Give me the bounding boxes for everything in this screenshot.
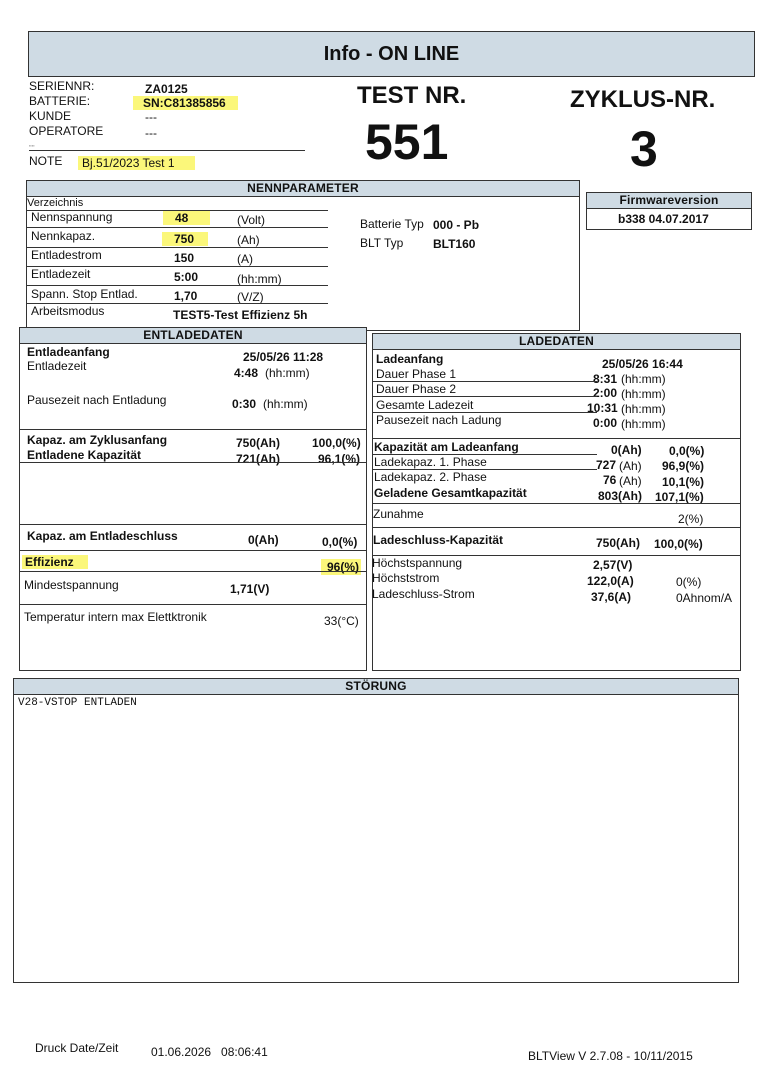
verzeichnis-label: Verzeichnis — [27, 197, 84, 209]
entlade-row-line — [20, 524, 366, 525]
lade-row-line — [373, 503, 740, 504]
kap-entladeschluss-value: 0(Ah) — [248, 533, 279, 547]
nennkapaz-value — [162, 232, 208, 246]
batterie-typ-value: 000 - Pb — [433, 218, 480, 232]
ladedaten-title: LADEDATEN — [373, 334, 740, 350]
kap-ladeanfang-label: Kapazität am Ladeanfang — [374, 440, 519, 454]
cycle-number: 3 — [630, 121, 658, 177]
battery-value — [133, 96, 238, 110]
operator-value: --- — [145, 126, 157, 140]
effizienz-label — [22, 555, 88, 569]
mindestspannung-value: 1,71(V) — [230, 582, 270, 596]
nennkapaz-label: Nennkapaz. — [31, 229, 96, 243]
ladeschluss-kap-value: 750(Ah) — [596, 536, 641, 550]
customer-value: --- — [145, 110, 157, 124]
kap-ladeanfang-value: 0(Ah) — [611, 443, 642, 457]
geladene-gesamt-label: Geladene Gesamtkapazität — [374, 486, 527, 500]
ladeschluss-strom-label: Ladeschluss-Strom — [372, 587, 475, 601]
dauer-phase2-value: 2:00 — [593, 386, 618, 400]
dauer-phase2-unit: (hh:mm) — [621, 387, 666, 401]
stoerung-text: V28-VSTOP ENTLADEN — [18, 697, 137, 709]
blt-typ-label: BLT Typ — [360, 236, 404, 250]
nennspannung-unit: (Volt) — [237, 213, 266, 227]
firmware-panel — [586, 192, 752, 230]
test-label: TEST NR. — [357, 82, 467, 109]
blt-typ-value: BLT160 — [433, 237, 476, 251]
kap-entladen-label: Entladene Kapazität — [27, 448, 142, 462]
ladekapaz1-unit: (Ah) — [619, 459, 642, 473]
cycle-label: ZYKLUS-NR. — [570, 86, 716, 113]
pausezeit-ladung-value: 0:00 — [593, 416, 618, 430]
ladekapaz2-pct: 10,1(%) — [662, 475, 705, 489]
note-label: NOTE — [29, 154, 63, 168]
ladekapaz1-value: 727 — [596, 458, 617, 472]
geladene-gesamt-pct: 107,1(%) — [655, 490, 704, 504]
serial-value: ZA0125 — [145, 82, 188, 96]
zunahme-value: 2(%) — [678, 512, 704, 526]
entladestrom-unit: (A) — [237, 252, 253, 266]
lade-row-line — [373, 396, 597, 397]
nennspannung-value-text: 48 — [163, 211, 210, 225]
druck-label: Druck Date/Zeit — [35, 1041, 119, 1055]
kap-entladeschluss-pct: 0,0(%) — [322, 535, 358, 549]
gesamte-ladezeit-label: Gesamte Ladezeit — [376, 398, 474, 412]
entladedaten-title: ENTLADEDATEN — [20, 328, 366, 344]
geladene-gesamt-value: 803(Ah) — [598, 489, 643, 503]
kap-entladeschluss-label: Kapaz. am Entladeschluss — [27, 529, 178, 543]
pausezeit-label: Pausezeit nach Entladung — [27, 393, 167, 407]
entlade-row-line — [20, 462, 366, 463]
dauer-phase1-label: Dauer Phase 1 — [376, 367, 457, 381]
hoechstspannung-value: 2,57(V) — [593, 558, 633, 572]
entlade-divider — [20, 429, 366, 430]
entladezeit-value: 5:00 — [174, 270, 199, 284]
kap-entladen-pct: 96,1(%) — [318, 452, 361, 466]
customer-label: KUNDE — [29, 109, 72, 123]
pausezeit-unit: (hh:mm) — [263, 397, 308, 411]
pausezeit-value: 0:30 — [232, 397, 257, 411]
spann-stop-label: Spann. Stop Entlad. — [31, 287, 138, 301]
ladekapaz1-label: Ladekapaz. 1. Phase — [374, 455, 487, 469]
hoechststrom-label: Höchststrom — [372, 571, 440, 585]
entladezeit-unit-2: (hh:mm) — [265, 366, 310, 380]
ladekapaz2-label: Ladekapaz. 2. Phase — [374, 470, 487, 484]
operator-label: OPERATORE — [29, 124, 104, 138]
kap-zyklusanfang-label: Kapaz. am Zyklusanfang — [27, 433, 168, 447]
kap-zyklusanfang-value: 750(Ah) — [236, 436, 281, 450]
note-value-text: Bj.51/2023 Test 1 — [78, 156, 195, 170]
temperatur-label: Temperatur intern max Elettktronik — [24, 610, 207, 624]
firmware-title: Firmwareversion — [587, 193, 751, 209]
entladezeit-label: Entladezeit — [31, 267, 91, 281]
header-divider — [29, 150, 305, 151]
spann-stop-value: 1,70 — [174, 289, 198, 303]
pausezeit-ladung-label: Pausezeit nach Ladung — [376, 413, 502, 427]
serial-label: SERIENNR: — [29, 79, 95, 93]
pausezeit-ladung-unit: (hh:mm) — [621, 417, 666, 431]
dauer-phase2-label: Dauer Phase 2 — [376, 382, 457, 396]
test-number: 551 — [365, 114, 449, 170]
battery-label: BATTERIE: — [29, 94, 91, 108]
ladekapaz2-unit: (Ah) — [619, 474, 642, 488]
entladeanfang-value: 25/05/26 11:28 — [243, 350, 324, 364]
druck-value: 01.06.2026 08:06:41 — [151, 1045, 268, 1059]
spann-stop-unit: (V/Z) — [237, 290, 264, 304]
entladeanfang-label: Entladeanfang — [27, 345, 110, 359]
nennspannung-value — [163, 211, 210, 225]
zunahme-label: Zunahme — [373, 507, 424, 521]
arbeitsmodus-value: TEST5-Test Effizienz 5h — [173, 308, 308, 322]
entladestrom-value: 150 — [174, 251, 195, 265]
effizienz-label-text: Effizienz — [22, 555, 88, 569]
mindestspannung-label: Mindestspannung — [24, 578, 119, 592]
lade-divider — [373, 438, 740, 439]
battery-value-text: SN:C81385856 — [133, 96, 238, 110]
ladekapaz2-value: 76 — [603, 473, 617, 487]
ladeschluss-strom-unit: 0Ahnom/A — [676, 591, 733, 605]
dauer-phase1-unit: (hh:mm) — [621, 372, 666, 386]
nennkapaz-unit: (Ah) — [237, 233, 260, 247]
entladezeit-value-2: 4:48 — [234, 366, 259, 380]
gesamte-ladezeit-value: 10:31 — [587, 401, 618, 415]
nennkapaz-value-text: 750 — [162, 232, 208, 246]
hoechstspannung-label: Höchstspannung — [372, 556, 463, 570]
entlade-row-line — [20, 571, 366, 572]
title-bar — [28, 31, 755, 77]
entladestrom-label: Entladestrom — [31, 248, 102, 262]
entladezeit-label-2: Entladezeit — [27, 359, 87, 373]
stoerung-panel — [13, 678, 739, 983]
kap-zyklusanfang-pct: 100,0(%) — [312, 436, 361, 450]
kap-ladeanfang-pct: 0,0(%) — [669, 444, 705, 458]
nenn-row-line — [27, 227, 328, 228]
nennspannung-label: Nennspannung — [31, 210, 113, 224]
hoechststrom-value: 122,0(A) — [587, 574, 634, 588]
page-title: Info - ON LINE — [323, 43, 460, 65]
note-value — [78, 156, 195, 170]
nenn-row-line — [27, 285, 328, 286]
entlade-row-line — [20, 604, 366, 605]
ladeschluss-kap-pct: 100,0(%) — [654, 537, 703, 551]
kap-entladen-value: 721(Ah) — [236, 452, 281, 466]
gesamte-ladezeit-unit: (hh:mm) — [621, 402, 666, 416]
arbeitsmodus-label: Arbeitsmodus — [31, 304, 105, 318]
tiny-mark: ▪▪▪▪ — [29, 143, 35, 148]
temperatur-value: 33(°C) — [324, 614, 359, 628]
entlade-row-line — [20, 550, 366, 551]
ladeanfang-value: 25/05/26 16:44 — [602, 357, 683, 371]
ladekapaz1-pct: 96,9(%) — [662, 459, 705, 473]
stoerung-title: STÖRUNG — [14, 679, 738, 695]
ladeschluss-strom-value: 37,6(A) — [591, 590, 632, 604]
dauer-phase1-value: 8:31 — [593, 372, 618, 386]
entladezeit-unit: (hh:mm) — [237, 272, 282, 286]
hoechststrom-pct: 0(%) — [676, 575, 702, 589]
lade-row-line — [373, 527, 740, 528]
ladeschluss-kap-label: Ladeschluss-Kapazität — [373, 533, 504, 547]
ladeanfang-label: Ladeanfang — [376, 352, 444, 366]
batterie-typ-label: Batterie Typ — [360, 217, 424, 231]
nennparameter-title: NENNPARAMETER — [27, 181, 579, 197]
effizienz-value-text: 96(%) — [321, 559, 361, 575]
firmware-value: b338 04.07.2017 — [618, 212, 709, 226]
software-version: BLTView V 2.7.08 - 10/11/2015 — [528, 1049, 693, 1063]
